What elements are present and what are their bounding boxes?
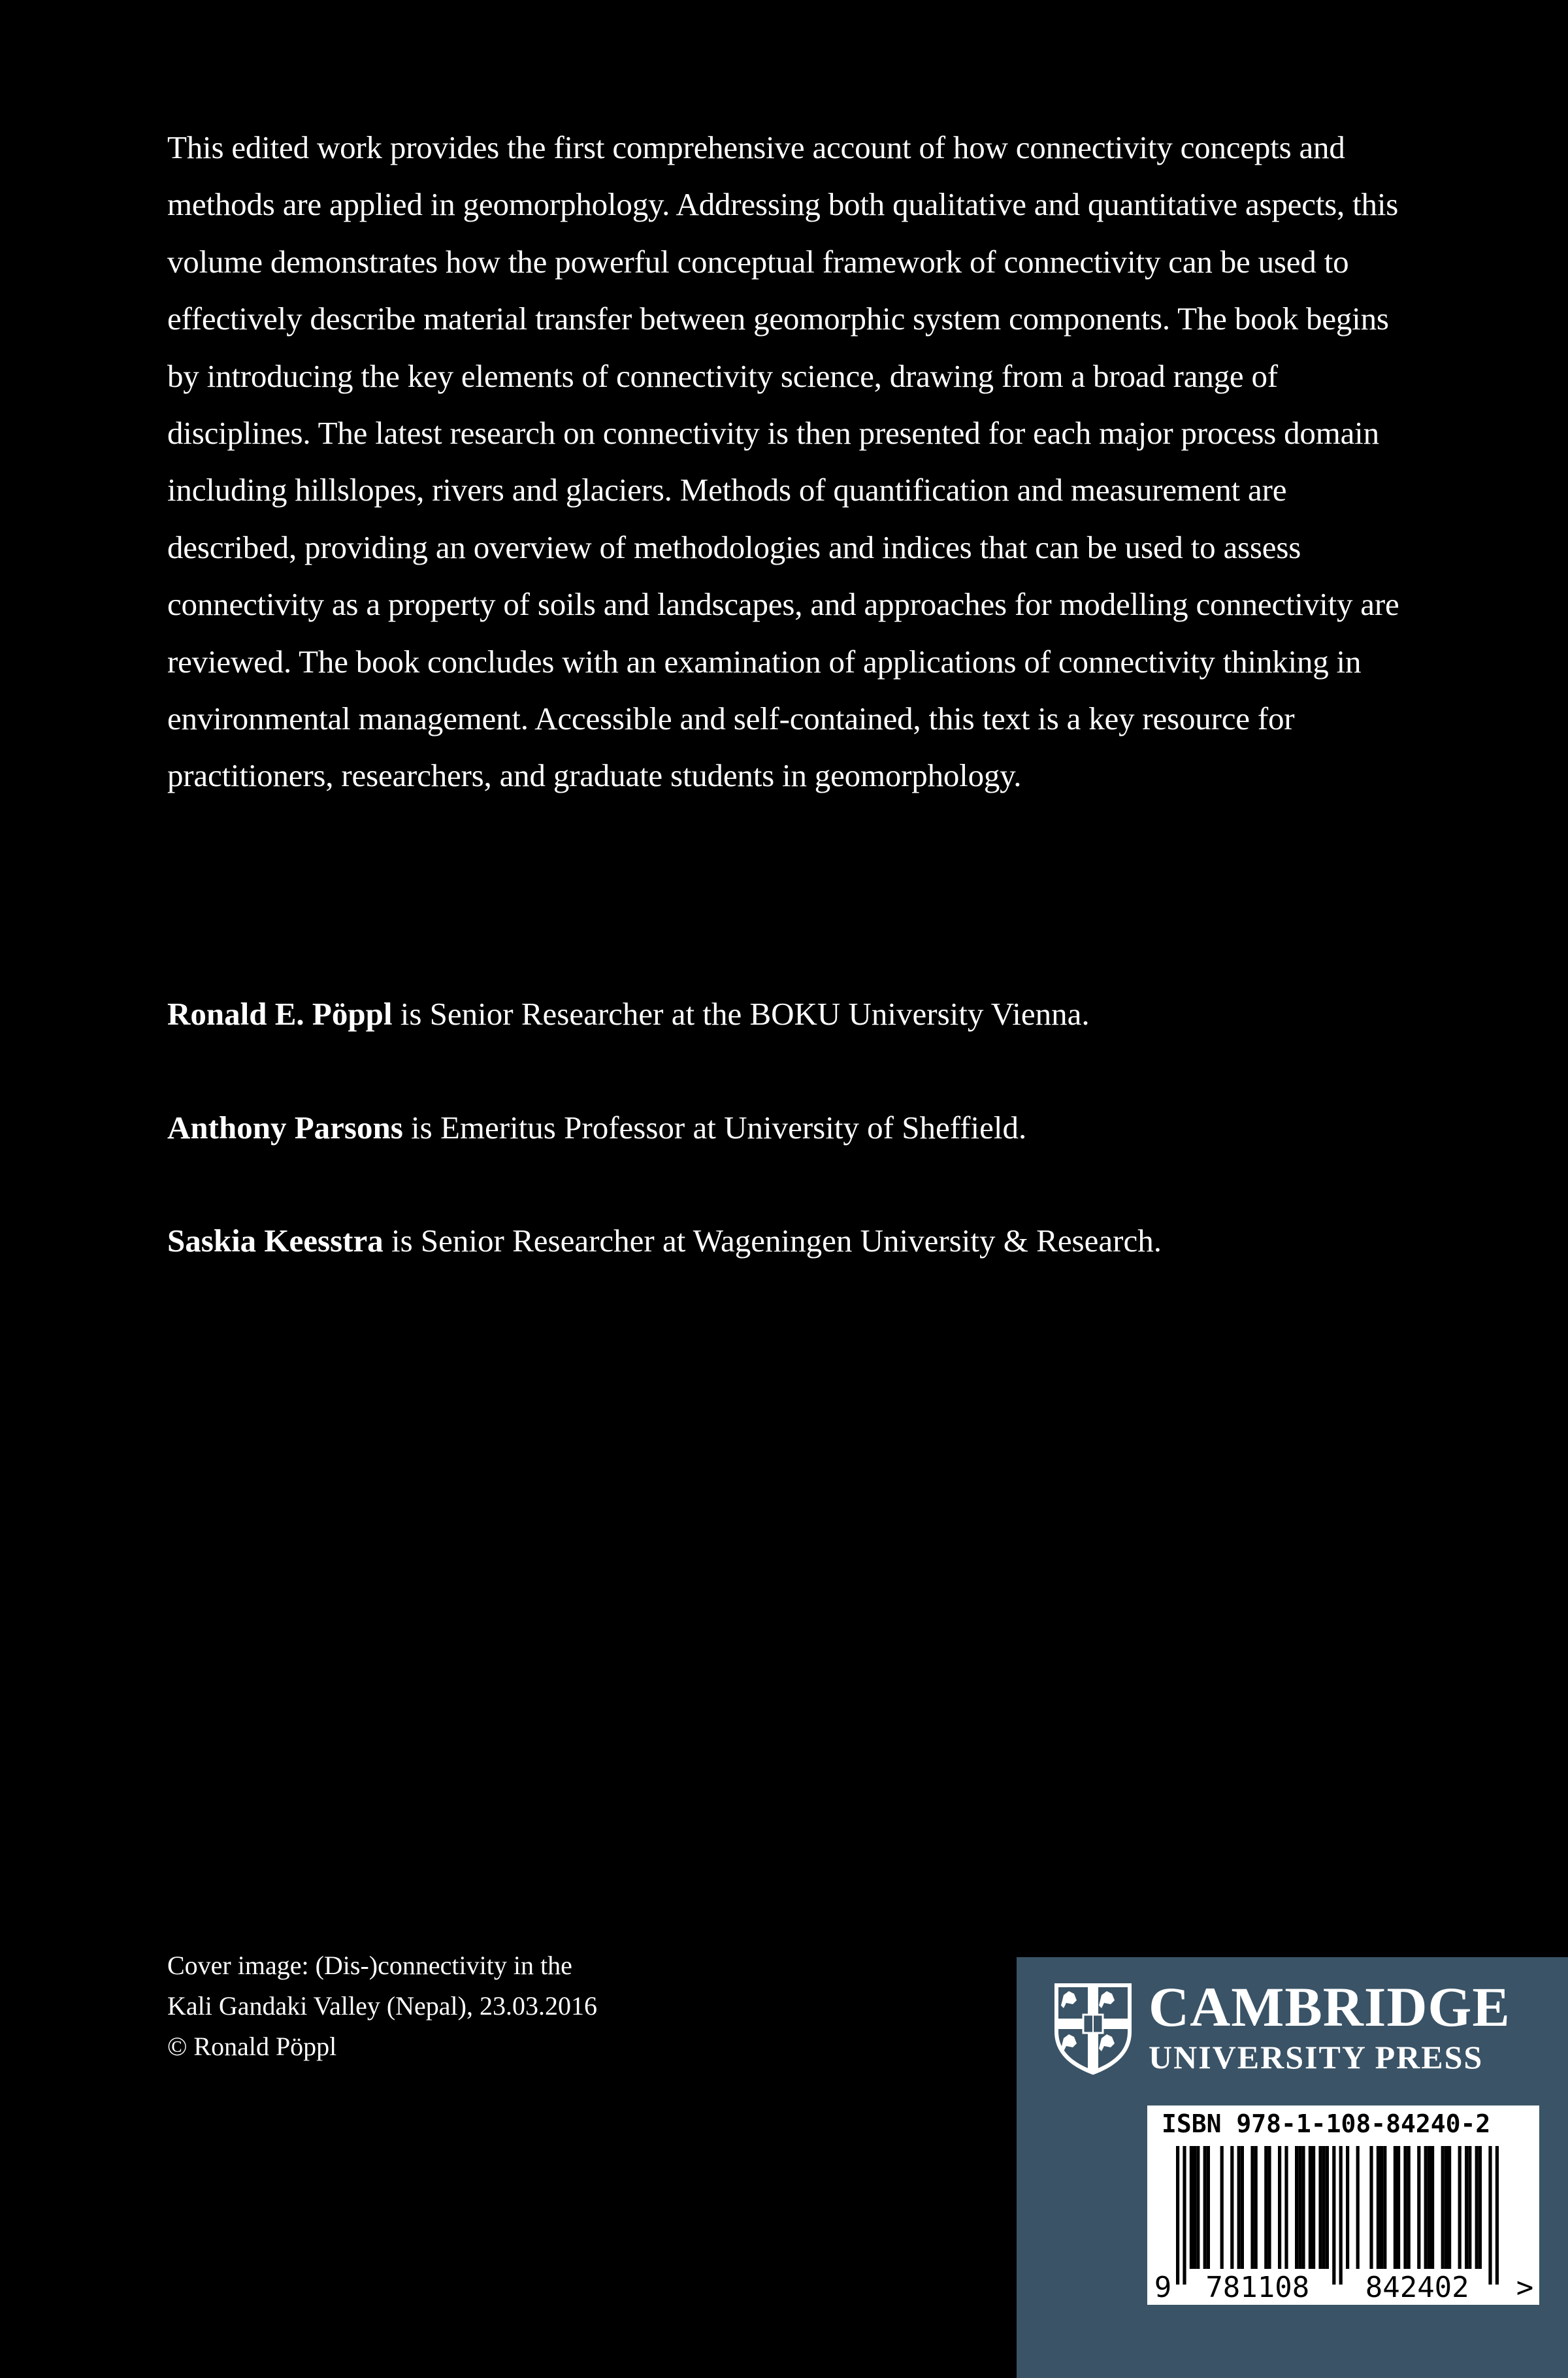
barcode-digits-group1: 781108 (1205, 2271, 1310, 2304)
editor-bio-1 (167, 985, 1409, 1042)
barcode-bar (1468, 2146, 1471, 2269)
barcode-bar (1203, 2146, 1207, 2269)
barcode-bar (1417, 2146, 1420, 2269)
isbn-barcode (1147, 2106, 1539, 2305)
barcode-bar (1196, 2146, 1200, 2269)
barcode-bar (1278, 2146, 1281, 2269)
barcode-bar (1346, 2146, 1349, 2269)
editor-role-3: is Senior Researcher at Wageningen University & Research. (383, 1223, 1162, 1259)
barcode-bar (1339, 2146, 1343, 2285)
barcode-bar (1295, 2146, 1298, 2269)
barcode-bar (1403, 2146, 1407, 2269)
editor-role-1: is Senior Researcher at the BOKU University Vienna. (392, 996, 1090, 1032)
barcode-bar (1298, 2146, 1301, 2269)
barcode-bar (1264, 2146, 1267, 2269)
barcode-bar (1495, 2146, 1499, 2285)
barcode-bar (1458, 2146, 1462, 2269)
editor-role-2: is Emeritus Professor at University of Sheffield. (402, 1110, 1027, 1146)
barcode-bar (1377, 2146, 1380, 2269)
barcode-bar (1312, 2146, 1315, 2269)
barcode-bar (1284, 2146, 1288, 2269)
barcode-bar (1237, 2146, 1241, 2269)
barcode-bar (1478, 2146, 1482, 2269)
barcode-bar (1230, 2146, 1233, 2269)
barcode-bar (1380, 2146, 1383, 2269)
barcode-bar (1207, 2146, 1210, 2269)
credit-line-3: © Ronald Pöppl (167, 2032, 337, 2061)
barcode-bar (1326, 2146, 1329, 2269)
barcode-bar (1318, 2146, 1322, 2269)
barcode-bar (1176, 2146, 1179, 2285)
barcode-bar (1241, 2146, 1244, 2269)
barcode-bar (1322, 2146, 1326, 2269)
barcode-bar (1193, 2146, 1196, 2269)
editor-bio-2 (167, 1099, 1409, 1156)
publisher-name (1149, 1975, 1554, 2076)
barcode-digits-group2: 842402 (1365, 2271, 1469, 2304)
barcode-bar (1250, 2146, 1254, 2269)
barcode-bar (1441, 2146, 1445, 2269)
barcode-bar (1431, 2146, 1434, 2269)
barcode-bar (1369, 2146, 1373, 2269)
publisher-name-line1: CAMBRIDGE (1149, 1975, 1511, 2038)
credit-line-2: Kali Gandaki Valley (Nepal), 23.03.2016 (167, 1991, 597, 2021)
cambridge-shield-crest-icon (1052, 1981, 1134, 2077)
barcode-bar (1488, 2146, 1492, 2285)
barcode-bar (1267, 2146, 1271, 2269)
barcode-bar (1445, 2146, 1448, 2269)
barcode-bar (1394, 2146, 1397, 2269)
isbn-label: ISBN 978-1-108-84240-2 (1162, 2109, 1491, 2138)
cover-image-credit (167, 1945, 597, 2067)
barcode-bar (1428, 2146, 1431, 2269)
barcode-bar (1301, 2146, 1305, 2269)
barcode-bar (1424, 2146, 1428, 2269)
barcode-bar (1397, 2146, 1400, 2269)
barcode-bar (1383, 2146, 1386, 2269)
barcode-bar (1183, 2146, 1186, 2285)
barcode-bar (1465, 2146, 1468, 2269)
barcode-bar (1356, 2146, 1360, 2269)
barcode-bar (1254, 2146, 1258, 2269)
barcode-bar (1332, 2146, 1335, 2285)
barcode-bar (1309, 2146, 1312, 2269)
publisher-name-line2: UNIVERSITY PRESS (1149, 2039, 1484, 2075)
editor-name-3: Saskia Keesstra (167, 1223, 384, 1259)
publisher-panel (1017, 1957, 1568, 2378)
barcode-digit-first: 9 (1154, 2271, 1172, 2304)
credit-line-1: Cover image: (Dis-)connectivity in the (167, 1951, 572, 1980)
editor-bio-3 (167, 1212, 1409, 1269)
barcode-bar (1220, 2146, 1224, 2269)
book-description: This edited work provides the first comprehensive account of how connectivity concepts and methods are applied in geomorphology. Addressing both qualitative and quantitative aspects, this volume demonstrates how the powerful conceptual framework of connectivity can be used to effectively describe material transfer between geomorphic system components. The book begins by introducing the key elements of connectivity science, drawing from a broad range of disciplines. The latest research on connectivity is then presented for each major process domain including hillslopes, rivers and glaciers. Methods of quantification and measurement are described, providing an overview of methodologies and indices that can be used to assess connectivity as a property of soils and landscapes, and approaches for modelling connectivity are reviewed. The book concludes with an examination of applications of connectivity thinking in environmental management. Accessible and self-contained, this text is a key resource for practitioners, researchers, and graduate students in geomorphology. (167, 129, 1399, 794)
editor-name-1: Ronald E. Pöppl (167, 996, 393, 1032)
editor-name-2: Anthony Parsons (167, 1110, 403, 1146)
barcode-bar (1407, 2146, 1411, 2269)
barcode-bar (1190, 2146, 1193, 2269)
barcode-bar (1475, 2146, 1478, 2269)
barcode-bar (1448, 2146, 1451, 2269)
barcode-quiet-zone-mark: > (1516, 2271, 1534, 2304)
